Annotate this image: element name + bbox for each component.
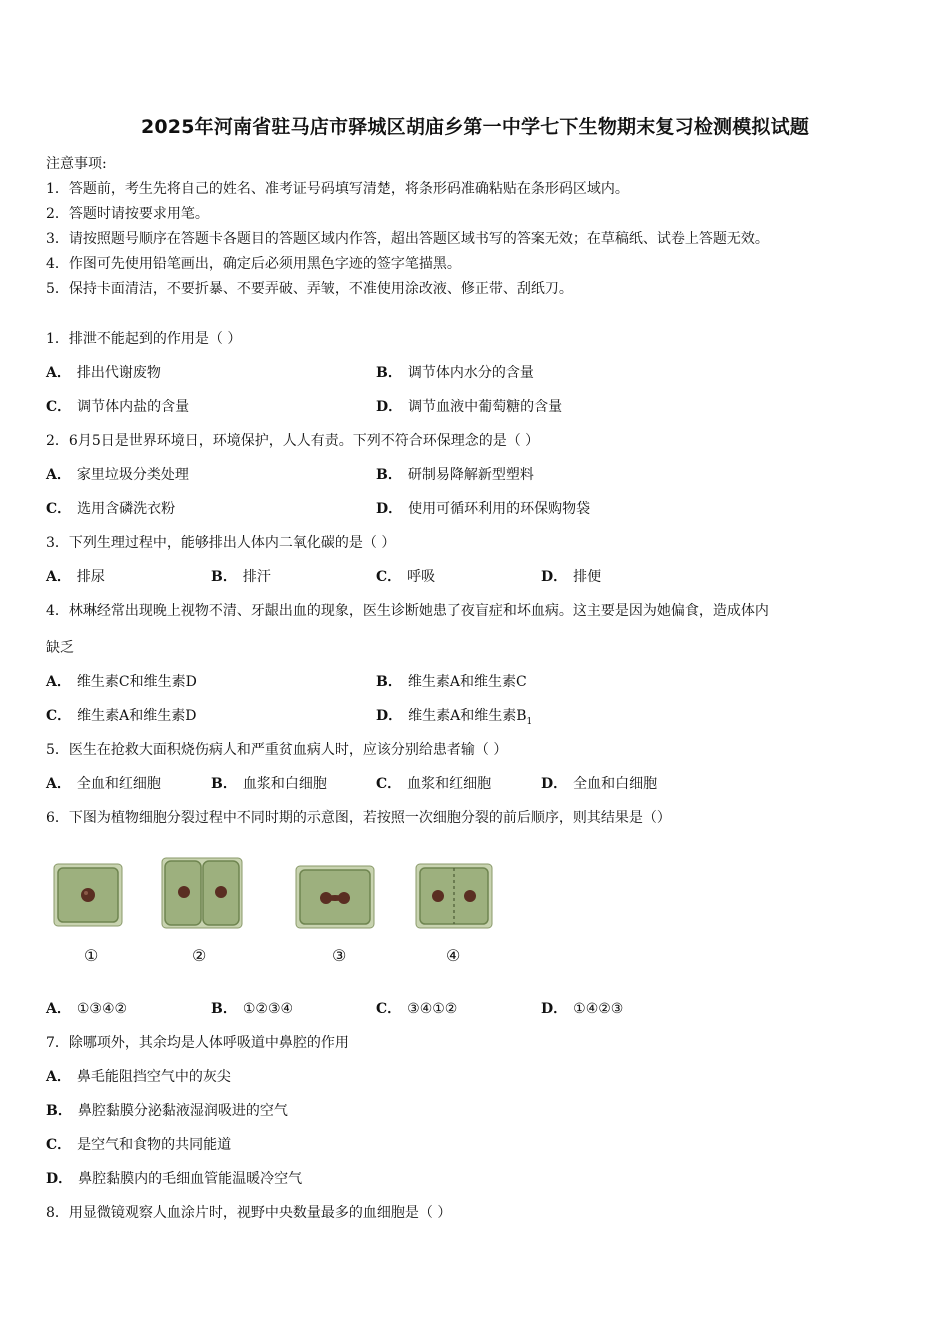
cell-stage-1 bbox=[50, 860, 128, 932]
option-text: 血浆和白细胞 bbox=[242, 776, 327, 792]
question-stem: 7．除哪项外，其余均是人体呼吸道中鼻腔的作用 bbox=[46, 1035, 349, 1051]
question-stem: 2．6月5日是世界环境日，环境保护，人人有责。下列不符合环保理念的是（ ） bbox=[46, 433, 540, 449]
option-text: 家里垃圾分类处理 bbox=[76, 467, 189, 483]
option-b bbox=[211, 773, 327, 793]
notice-heading: 注意事项: bbox=[46, 156, 107, 172]
cell-stage-2 bbox=[158, 852, 246, 934]
option-label: C． bbox=[46, 1137, 72, 1153]
option-d bbox=[46, 1168, 302, 1188]
option-text: ③④①② bbox=[407, 1001, 458, 1017]
option-b bbox=[46, 1100, 288, 1120]
option-text: 全血和红细胞 bbox=[76, 776, 161, 792]
option-label: A． bbox=[46, 569, 71, 585]
option-label: B． bbox=[376, 674, 402, 690]
question-stem: 6．下图为植物细胞分裂过程中不同时期的示意图，若按照一次细胞分裂的前后顺序，则其结果是（） bbox=[46, 810, 671, 826]
option-label: B． bbox=[376, 467, 402, 483]
option-text: 全血和白细胞 bbox=[573, 776, 658, 792]
option-text: 选用含磷洗衣粉 bbox=[77, 501, 176, 517]
option-text: 维生素A和维生素B bbox=[408, 708, 527, 724]
option-b bbox=[211, 998, 293, 1018]
option-d bbox=[376, 396, 562, 416]
page-title: 2025年河南省驻马店市驿城区胡庙乡第一中学七下生物期末复习检测模拟试题 bbox=[140, 116, 810, 138]
option-a bbox=[46, 773, 161, 793]
option-a bbox=[46, 998, 127, 1018]
cell-stage-3 bbox=[292, 862, 378, 932]
figure-label: ② bbox=[192, 946, 207, 965]
option-a bbox=[46, 464, 189, 484]
notice-item: 2．答题时请按要求用笔。 bbox=[46, 206, 209, 222]
option-text: 血浆和红细胞 bbox=[407, 776, 492, 792]
option-c bbox=[46, 1134, 231, 1154]
option-text: 调节血液中葡萄糖的含量 bbox=[408, 399, 563, 415]
option-subscript: 1 bbox=[526, 716, 533, 727]
question-stem: 8．用显微镜观察人血涂片时，视野中央数量最多的血细胞是（ ） bbox=[46, 1205, 452, 1221]
option-label: D． bbox=[541, 569, 568, 585]
cell-stage-4 bbox=[412, 860, 496, 932]
option-text: 使用可循环利用的环保购物袋 bbox=[408, 501, 591, 517]
figure-label: ④ bbox=[446, 946, 461, 965]
option-d bbox=[376, 498, 590, 518]
option-text: 调节体内盐的含量 bbox=[77, 399, 190, 415]
notice-item: 3．请按照题号顺序在答题卡各题目的答题区域内作答，超出答题区域书写的答案无效；在草稿纸、试卷上答题无效。 bbox=[46, 231, 769, 247]
option-label: B． bbox=[46, 1103, 72, 1119]
option-text: ①②③④ bbox=[242, 1001, 294, 1017]
option-a bbox=[46, 1066, 231, 1086]
option-c bbox=[376, 566, 435, 586]
figure-label: ③ bbox=[332, 946, 347, 965]
option-text: 排便 bbox=[573, 569, 602, 585]
option-label: C． bbox=[46, 708, 72, 724]
question-stem: 1．排泄不能起到的作用是（ ） bbox=[46, 331, 242, 347]
option-label: D． bbox=[376, 708, 403, 724]
option-b bbox=[376, 464, 534, 484]
option-text: 鼻腔黏膜内的毛细血管能温暖冷空气 bbox=[78, 1171, 303, 1187]
question-stem: 5．医生在抢救大面积烧伤病人和严重贫血病人时，应该分别给患者输（ ） bbox=[46, 742, 508, 758]
option-text: 呼吸 bbox=[407, 569, 436, 585]
option-label: B． bbox=[211, 1001, 237, 1017]
option-d bbox=[376, 705, 532, 727]
question-stem: 3．下列生理过程中，能够排出人体内二氧化碳的是（ ） bbox=[46, 535, 396, 551]
option-b bbox=[211, 566, 271, 586]
option-d bbox=[541, 773, 657, 793]
option-d bbox=[541, 566, 601, 586]
option-text: 鼻毛能阻挡空气中的灰尖 bbox=[76, 1069, 231, 1085]
option-label: C． bbox=[376, 1001, 402, 1017]
option-label: D． bbox=[376, 399, 403, 415]
option-text: 排尿 bbox=[76, 569, 105, 585]
option-label: D． bbox=[541, 776, 568, 792]
notice-item: 4．作图可先使用铅笔画出，确定后必须用黑色字迹的签字笔描黑。 bbox=[46, 256, 461, 272]
cell-division-figure bbox=[46, 848, 516, 978]
option-text: 是空气和食物的共同能道 bbox=[77, 1137, 232, 1153]
option-label: A． bbox=[46, 674, 71, 690]
option-text: 维生素A和维生素D bbox=[77, 708, 197, 724]
option-text: ①③④② bbox=[76, 1001, 128, 1017]
option-text: ①④②③ bbox=[573, 1001, 624, 1017]
option-label: C． bbox=[376, 776, 402, 792]
option-label: C． bbox=[376, 569, 402, 585]
option-c bbox=[46, 396, 189, 416]
option-d bbox=[541, 998, 623, 1018]
option-a bbox=[46, 566, 105, 586]
option-label: B． bbox=[211, 776, 237, 792]
option-a bbox=[46, 671, 197, 691]
question-stem: 4．林琳经常出现晚上视物不清、牙龈出血的现象，医生诊断她患了夜盲症和坏血病。这主要是因为她偏食，造成体内 bbox=[46, 603, 769, 619]
option-text: 排汗 bbox=[242, 569, 271, 585]
option-label: C． bbox=[46, 399, 72, 415]
option-label: A． bbox=[46, 1069, 71, 1085]
figure-label: ① bbox=[84, 946, 99, 965]
option-b bbox=[376, 671, 527, 691]
option-c bbox=[376, 773, 491, 793]
option-a bbox=[46, 362, 161, 382]
option-label: A． bbox=[46, 467, 71, 483]
option-text: 维生素A和维生素C bbox=[407, 674, 527, 690]
option-label: A． bbox=[46, 1001, 71, 1017]
notice-item: 1．答题前，考生先将自己的姓名、准考证号码填写清楚，将条形码准确粘贴在条形码区域内。 bbox=[46, 181, 629, 197]
option-c bbox=[46, 498, 175, 518]
question-stem-continued: 缺乏 bbox=[46, 640, 74, 656]
option-label: A． bbox=[46, 365, 71, 381]
option-c bbox=[46, 705, 197, 725]
option-label: A． bbox=[46, 776, 71, 792]
option-label: B． bbox=[211, 569, 237, 585]
option-text: 维生素C和维生素D bbox=[76, 674, 197, 690]
option-label: D． bbox=[376, 501, 403, 517]
option-c bbox=[376, 998, 457, 1018]
option-b bbox=[376, 362, 534, 382]
notice-item: 5．保持卡面清洁，不要折暴、不要弄破、弄皱，不准使用涂改液、修正带、刮纸刀。 bbox=[46, 281, 573, 297]
option-label: D． bbox=[541, 1001, 568, 1017]
option-text: 排出代谢废物 bbox=[76, 365, 161, 381]
option-text: 鼻腔黏膜分泌黏液湿润吸进的空气 bbox=[77, 1103, 288, 1119]
option-text: 调节体内水分的含量 bbox=[407, 365, 534, 381]
option-text: 研制易降解新型塑料 bbox=[407, 467, 534, 483]
option-label: C． bbox=[46, 501, 72, 517]
option-label: B． bbox=[376, 365, 402, 381]
option-label: D． bbox=[46, 1171, 73, 1187]
